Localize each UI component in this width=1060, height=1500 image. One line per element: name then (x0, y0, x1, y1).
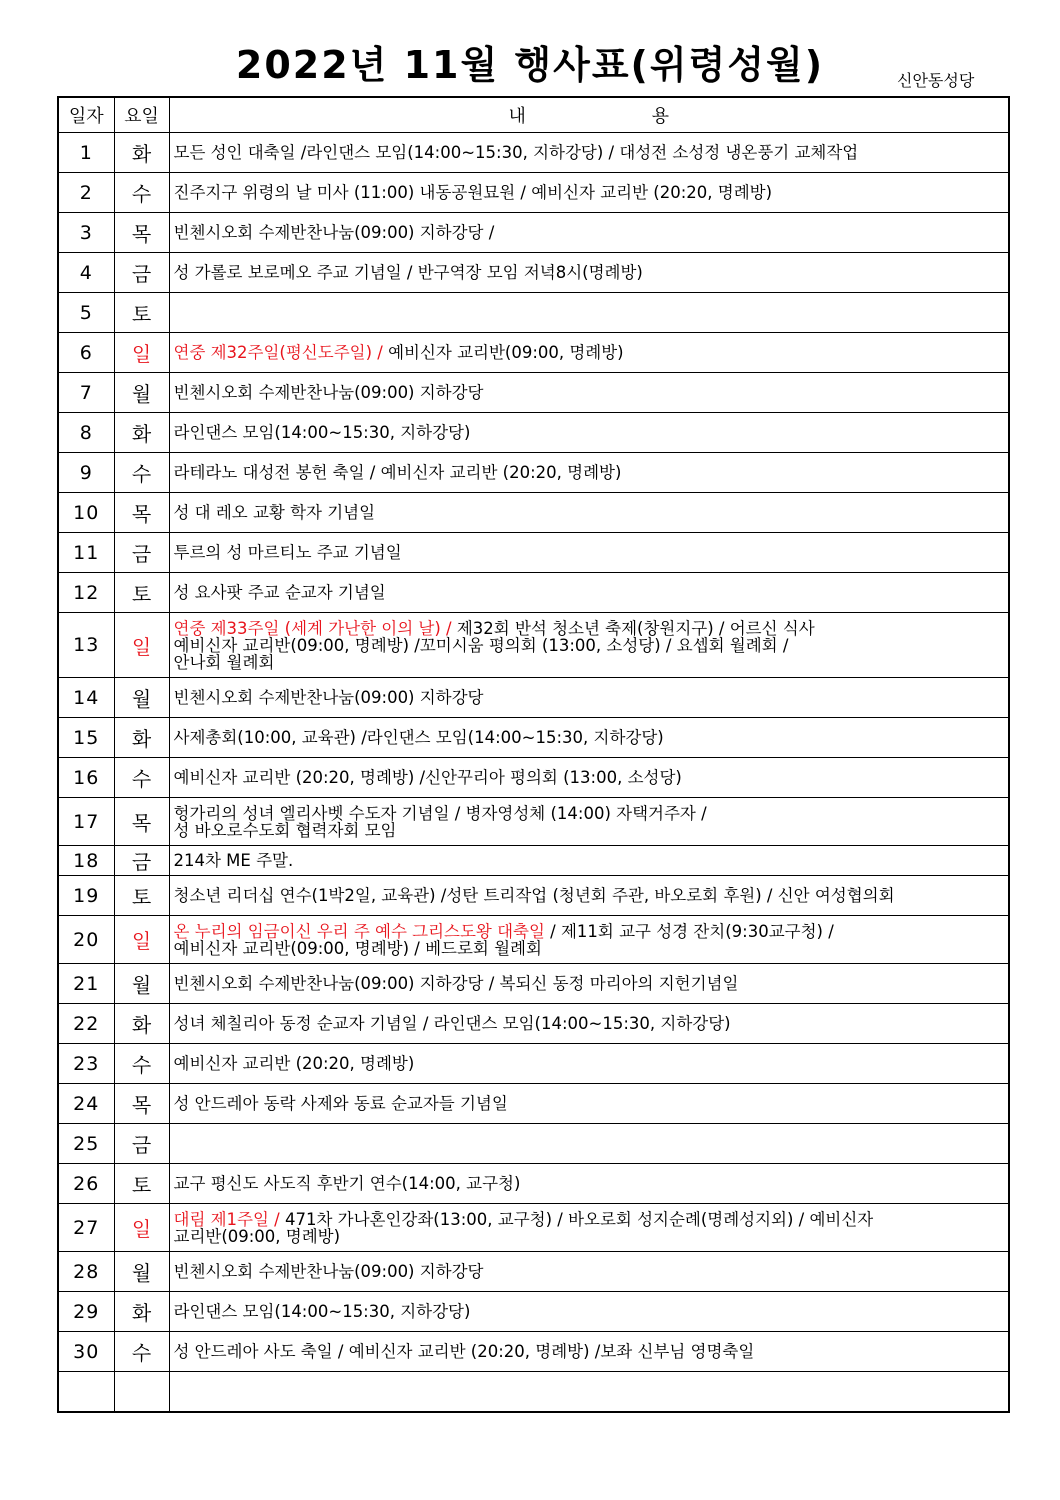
day-cell: 4 (58, 253, 114, 293)
day-cell: 14 (58, 678, 114, 718)
day-cell: 13 (58, 613, 114, 678)
weekday-cell: 토 (114, 573, 169, 613)
event-text: 예비신자 교리반 (20:20, 명례방) /신안꾸리아 평의회 (13:00, 소성당) (173, 768, 682, 787)
event-text: 471차 가나혼인강좌(13:00, 교구청) / 바오로회 성지순례(명례성지외) / 예비신자 교리반(09:00, 명례방) (173, 1209, 874, 1246)
table-row (58, 846, 1009, 876)
table-row (58, 1332, 1009, 1372)
weekday-cell: 일 (114, 1204, 169, 1252)
event-table (57, 96, 1010, 1413)
content-cell (169, 1252, 1009, 1292)
weekday-cell: 토 (114, 293, 169, 333)
content-cell (169, 133, 1009, 173)
feast-label: 온 누리의 임금이신 우리 주 예수 그리스도왕 대축일 (173, 921, 545, 941)
event-text: 성 대 레오 교황 학자 기념일 (173, 503, 376, 522)
table-row (58, 1204, 1009, 1252)
table-header (58, 97, 1009, 133)
weekday-cell: 금 (114, 253, 169, 293)
table-row (58, 916, 1009, 964)
day-cell: 19 (58, 876, 114, 916)
content-cell (169, 173, 1009, 213)
day-cell: 6 (58, 333, 114, 373)
day-cell: 26 (58, 1164, 114, 1204)
weekday-cell: 화 (114, 413, 169, 453)
table-row (58, 876, 1009, 916)
table-row (58, 573, 1009, 613)
content-cell (169, 413, 1009, 453)
day-cell: 11 (58, 533, 114, 573)
content-cell (169, 846, 1009, 876)
event-text: 청소년 리더십 연수(1박2일, 교육관) /성탄 트리작업 (청년회 주관, 바오로회 후원) / 신안 여성협의회 (173, 886, 895, 905)
weekday-cell: 수 (114, 758, 169, 798)
day-cell: 18 (58, 846, 114, 876)
content-cell (169, 293, 1009, 333)
day-cell: 7 (58, 373, 114, 413)
day-cell: 15 (58, 718, 114, 758)
day-cell: 9 (58, 453, 114, 493)
event-text: 214차 ME 주말. (173, 851, 294, 870)
content-cell (169, 573, 1009, 613)
event-text: 라테라노 대성전 봉헌 축일 / 예비신자 교리반 (20:20, 명례방) (173, 463, 622, 482)
content-cell (169, 1204, 1009, 1252)
day-cell: 28 (58, 1252, 114, 1292)
content-cell (169, 758, 1009, 798)
day-cell (58, 1372, 114, 1413)
table-row (58, 613, 1009, 678)
event-text: 예비신자 교리반(09:00, 명례방) (388, 343, 624, 362)
event-text: 라인댄스 모임(14:00~15:30, 지하강당) (173, 423, 471, 442)
content-cell (169, 798, 1009, 846)
day-cell: 2 (58, 173, 114, 213)
table-row (58, 293, 1009, 333)
event-text: 빈첸시오회 수제반찬나눔(09:00) 지하강당 / 복되신 동정 마리아의 지헌기념일 (173, 974, 739, 993)
header-weekday: 요일 (114, 97, 169, 133)
weekday-cell (114, 1372, 169, 1413)
weekday-cell: 수 (114, 1044, 169, 1084)
weekday-cell: 월 (114, 373, 169, 413)
day-cell: 1 (58, 133, 114, 173)
content-cell (169, 333, 1009, 373)
day-cell: 25 (58, 1124, 114, 1164)
content-cell (169, 876, 1009, 916)
table-row (58, 1124, 1009, 1164)
event-text: 예비신자 교리반 (20:20, 명례방) (173, 1054, 415, 1073)
day-cell: 22 (58, 1004, 114, 1044)
event-text: 헝가리의 성녀 엘리사벳 수도자 기념일 / 병자영성체 (14:00) 자택거주자 / 성 바오로수도회 협력자회 모임 (173, 803, 707, 840)
event-text: 제32회 반석 청소년 축제(창원지구) / 어르신 식사 예비신자 교리반(09:00, 명례방) /꼬미시움 평의회 (13:00, 소성당) / 요셉회 월례회 / 안나회 월례회 (173, 618, 815, 672)
day-cell: 23 (58, 1044, 114, 1084)
header-content: 내 용 (169, 97, 1009, 133)
event-text: 성녀 체칠리아 동정 순교자 기념일 / 라인댄스 모임(14:00~15:30, 지하강당) (173, 1014, 731, 1033)
day-cell: 16 (58, 758, 114, 798)
table-row (58, 1084, 1009, 1124)
content-cell (169, 964, 1009, 1004)
table-row (58, 758, 1009, 798)
table-row (58, 1004, 1009, 1044)
content-cell (169, 1372, 1009, 1413)
event-text: 사제총회(10:00, 교육관) /라인댄스 모임(14:00~15:30, 지하강당) (173, 728, 664, 747)
day-cell: 20 (58, 916, 114, 964)
day-cell: 12 (58, 573, 114, 613)
feast-label: 연중 제32주일(평신도주일) / (173, 343, 389, 362)
church-name: 신안동성당 (897, 71, 975, 90)
table-row (58, 493, 1009, 533)
event-text: 빈첸시오회 수제반찬나눔(09:00) 지하강당 (173, 383, 484, 402)
event-text: 성 가롤로 보로메오 주교 기념일 / 반구역장 모임 저녁8시(명례방) (173, 263, 643, 282)
event-text: / 제11회 교구 성경 잔치(9:30교구청) / 예비신자 교리반(09:00, 명례방) / 베드로회 월례회 (173, 921, 834, 958)
table-row (58, 1252, 1009, 1292)
weekday-cell: 토 (114, 876, 169, 916)
event-text: 성 안드레아 동락 사제와 동료 순교자들 기념일 (173, 1094, 508, 1113)
content-cell (169, 1332, 1009, 1372)
content-cell (169, 493, 1009, 533)
weekday-cell: 월 (114, 964, 169, 1004)
content-cell (169, 253, 1009, 293)
weekday-cell: 토 (114, 1164, 169, 1204)
table-row (58, 964, 1009, 1004)
day-cell: 17 (58, 798, 114, 846)
content-cell (169, 1004, 1009, 1044)
header-day: 일자 (58, 97, 114, 133)
table-row (58, 253, 1009, 293)
table-row (58, 413, 1009, 453)
content-cell (169, 916, 1009, 964)
content-cell (169, 613, 1009, 678)
weekday-cell: 일 (114, 916, 169, 964)
page-title: 2022년 11월 행사표(위령성월) (235, 43, 825, 87)
content-cell (169, 1124, 1009, 1164)
event-text: 성 안드레아 사도 축일 / 예비신자 교리반 (20:20, 명례방) /보좌 신부님 영명축일 (173, 1342, 755, 1361)
table-row (58, 373, 1009, 413)
table-row (58, 133, 1009, 173)
content-cell (169, 1164, 1009, 1204)
table-row (58, 678, 1009, 718)
weekday-cell: 금 (114, 1124, 169, 1164)
weekday-cell: 수 (114, 453, 169, 493)
content-cell (169, 1084, 1009, 1124)
table-row (58, 1372, 1009, 1413)
weekday-cell: 수 (114, 173, 169, 213)
weekday-cell: 목 (114, 213, 169, 253)
day-cell: 24 (58, 1084, 114, 1124)
weekday-cell: 월 (114, 1252, 169, 1292)
content-cell (169, 678, 1009, 718)
weekday-cell: 화 (114, 718, 169, 758)
day-cell: 10 (58, 493, 114, 533)
content-cell (169, 213, 1009, 253)
weekday-cell: 목 (114, 798, 169, 846)
weekday-cell: 일 (114, 333, 169, 373)
day-cell: 27 (58, 1204, 114, 1252)
weekday-cell: 화 (114, 1004, 169, 1044)
event-text: 성 요사팟 주교 순교자 기념일 (173, 583, 386, 602)
content-cell (169, 1044, 1009, 1084)
event-text: 투르의 성 마르티노 주교 기념일 (173, 543, 402, 562)
weekday-cell: 일 (114, 613, 169, 678)
event-text: 빈첸시오회 수제반찬나눔(09:00) 지하강당 (173, 688, 484, 707)
table-row (58, 798, 1009, 846)
weekday-cell: 목 (114, 1084, 169, 1124)
table-row (58, 213, 1009, 253)
event-text: 교구 평신도 사도직 후반기 연수(14:00, 교구청) (173, 1174, 521, 1193)
feast-label: 연중 제33주일 (세계 가난한 이의 날) / (173, 618, 457, 638)
event-text: 빈첸시오회 수제반찬나눔(09:00) 지하강당 (173, 1262, 484, 1281)
event-text: 빈첸시오회 수제반찬나눔(09:00) 지하강당 / (173, 223, 495, 242)
table-row (58, 718, 1009, 758)
day-cell: 21 (58, 964, 114, 1004)
weekday-cell: 월 (114, 678, 169, 718)
day-cell: 8 (58, 413, 114, 453)
content-cell (169, 1292, 1009, 1332)
day-cell: 29 (58, 1292, 114, 1332)
weekday-cell: 금 (114, 846, 169, 876)
content-cell (169, 373, 1009, 413)
table-row (58, 1292, 1009, 1332)
table-row (58, 333, 1009, 373)
weekday-cell: 목 (114, 493, 169, 533)
feast-label: 대림 제1주일 / (173, 1209, 285, 1229)
table-row (58, 1164, 1009, 1204)
weekday-cell: 화 (114, 1292, 169, 1332)
content-cell (169, 453, 1009, 493)
weekday-cell: 수 (114, 1332, 169, 1372)
content-cell (169, 718, 1009, 758)
table-row (58, 533, 1009, 573)
table-row (58, 173, 1009, 213)
day-cell: 5 (58, 293, 114, 333)
event-text: 라인댄스 모임(14:00~15:30, 지하강당) (173, 1302, 471, 1321)
event-text: 진주지구 위령의 날 미사 (11:00) 내동공원묘원 / 예비신자 교리반 (20:20, 명례방) (173, 183, 773, 202)
day-cell: 3 (58, 213, 114, 253)
event-text: 모든 성인 대축일 /라인댄스 모임(14:00~15:30, 지하강당) / 대성전 소성정 냉온풍기 교체작업 (173, 143, 859, 162)
table-row (58, 1044, 1009, 1084)
day-cell: 30 (58, 1332, 114, 1372)
content-cell (169, 533, 1009, 573)
table-row (58, 453, 1009, 493)
weekday-cell: 금 (114, 533, 169, 573)
weekday-cell: 화 (114, 133, 169, 173)
